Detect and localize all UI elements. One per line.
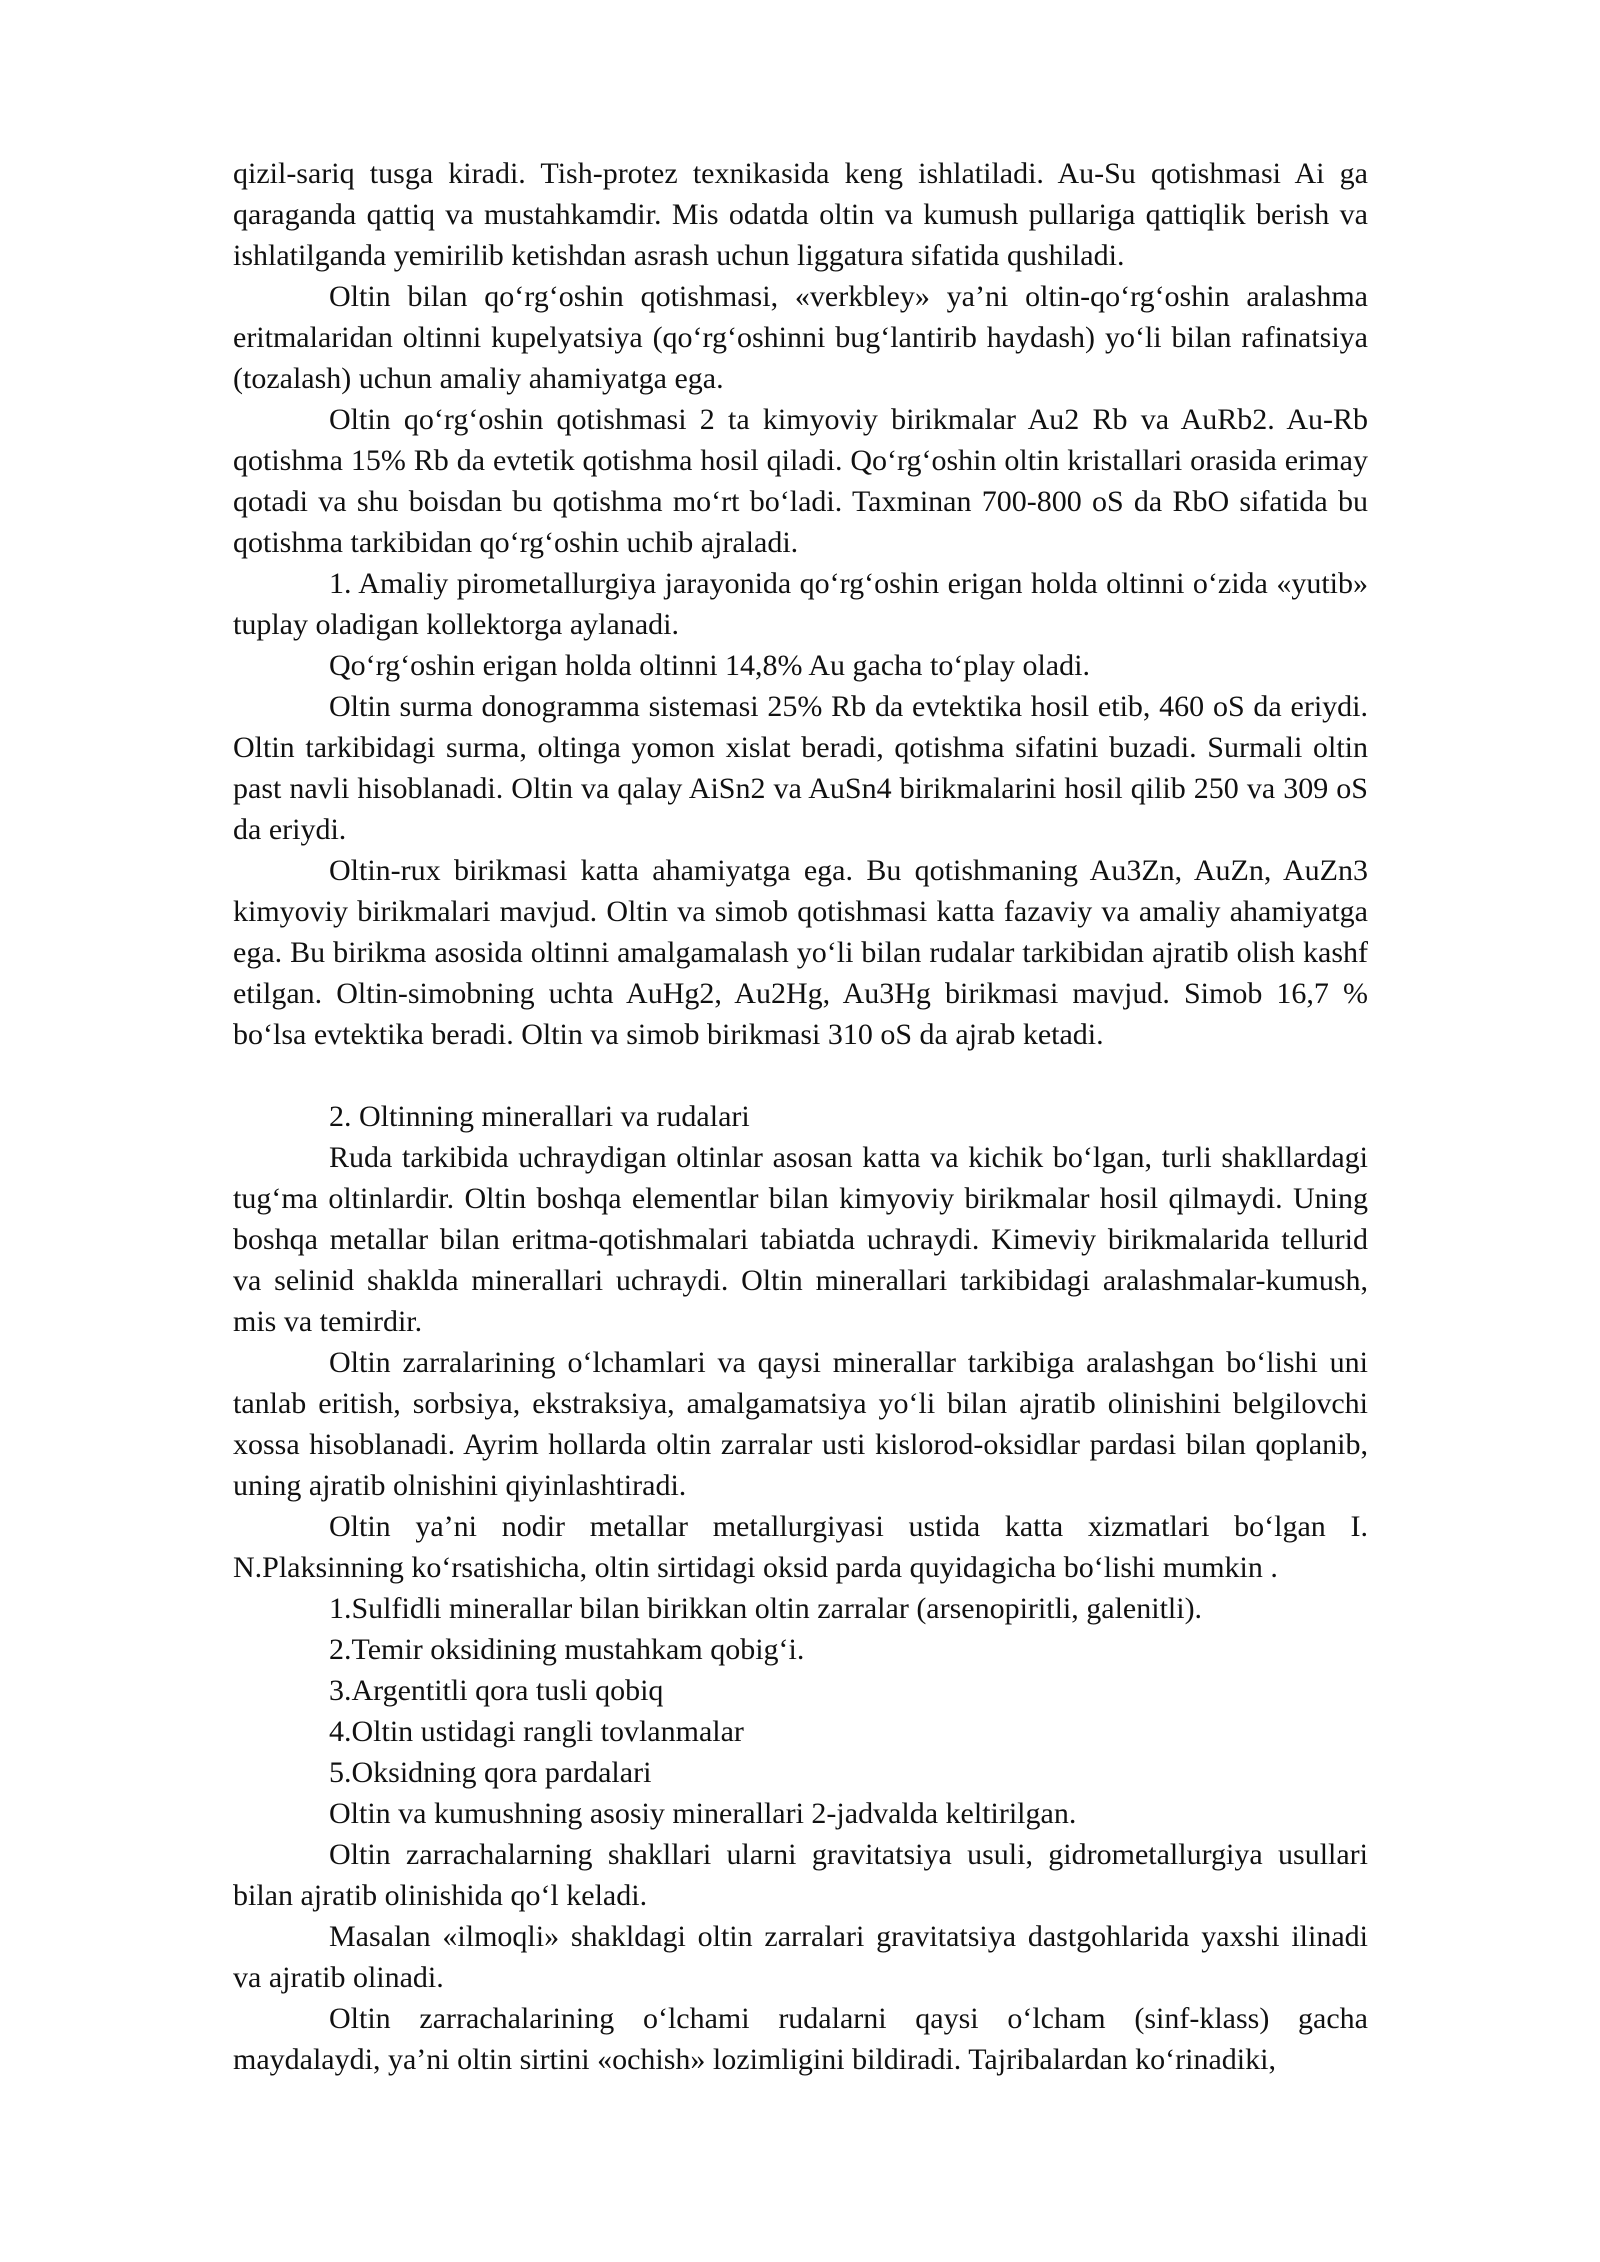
document-page bbox=[233, 153, 1368, 2080]
list-item: 5.Oksidning qora pardalari bbox=[329, 1756, 652, 1789]
list-item: 4.Oltin ustidagi rangli tovlanmalar bbox=[329, 1715, 744, 1748]
paragraph: Oltin zarrachalarining o‘lchami rudalarni qaysi o‘lcham (sinf-klass) gacha maydalaydi, ya’ni oltin sirtini «ochish» lozimligini bildiradi. Tajribalardan ko‘rinadiki, bbox=[233, 2002, 1368, 2076]
paragraph: Oltin ya’ni nodir metallar metallurgiyasi ustida katta xizmatlari bo‘lgan I. N.Plaksinning ko‘rsatishicha, oltin sirtidagi oksid parda quyidagicha bo‘lishi mumkin . bbox=[233, 1510, 1368, 1584]
paragraph: 1. Amaliy pirometallurgiya jarayonida qo‘rg‘oshin erigan holda oltinni o‘zida «yutib» tuplay oladigan kollektorga aylanadi. bbox=[233, 567, 1368, 641]
paragraph: Oltin zarralarining o‘lchamlari va qaysi minerallar tarkibiga aralashgan bo‘lishi uni tanlab eritish, sorbsiya, ekstraksiya, amalgamatsiya yo‘li bilan ajratib olinishini belgilovchi xossa hisoblanadi. Ayrim hollarda oltin zarralar usti kislorod-oksidlar pardasi bilan qoplanib, uning ajratib olnishini qiyinlashtiradi. bbox=[233, 1346, 1368, 1502]
blank-line bbox=[233, 1055, 1368, 1096]
paragraph: Masalan «ilmoqli» shakldagi oltin zarralari gravitatsiya dastgohlarida yaxshi ilinadi va ajratib olinadi. bbox=[233, 1920, 1368, 1994]
paragraph: Oltin bilan qo‘rg‘oshin qotishmasi, «verkbley» ya’ni oltin-qo‘rg‘oshin aralashma eritmalaridan oltinni kupelyatsiya (qo‘rg‘oshinni bug‘lantirib haydash) yo‘li bilan rafinatsiya (tozalash) uchun amaliy ahamiyatga ega. bbox=[233, 280, 1368, 395]
list-item: 3.Argentitli qora tusli qobiq bbox=[329, 1674, 664, 1707]
list-item: 1.Sulfidli minerallar bilan birikkan oltin zarralar (arsenopiritli, galenitli). bbox=[329, 1592, 1203, 1625]
paragraph: Oltin surma donogramma sistemasi 25% Rb da evtektika hosil etib, 460 oS da eriydi. Oltin tarkibidagi surma, oltinga yomon xislat beradi, qotishma sifatini buzadi. Surmali oltin past navli hisoblanadi. Oltin va qalay AiSn2 va AuSn4 birikmalarini hosil qilib 250 va 309 oS da eriydi. bbox=[233, 690, 1368, 846]
section-heading: 2. Oltinning minerallari va rudalari bbox=[329, 1100, 750, 1133]
paragraph: qizil-sariq tusga kiradi. Tish-protez texnikasida keng ishlatiladi. Au-Su qotishmasi Ai ga qaraganda qattiq va mustahkamdir. Mis odatda oltin va kumush pullariga qattiqlik berish va ishlatilganda yemirilib ketishdan asrash uchun liggatura sifatida qushiladi. bbox=[233, 157, 1368, 272]
paragraph: Oltin va kumushning asosiy minerallari 2-jadvalda keltirilgan. bbox=[329, 1797, 1077, 1830]
paragraph: Ruda tarkibida uchraydigan oltinlar asosan katta va kichik bo‘lgan, turli shakllardagi tug‘ma oltinlardir. Oltin boshqa elementlar bilan kimyoviy birikmalar hosil qilmaydi. Uning boshqa metallar bilan eritma-qotishmalari tabiatda uchraydi. Kimeviy birikmalarida tellurid va selinid shaklda minerallari uchraydi. Oltin minerallari tarkibidagi aralashmalar-kumush, mis va temirdir. bbox=[233, 1141, 1368, 1338]
paragraph: Oltin qo‘rg‘oshin qotishmasi 2 ta kimyoviy birikmalar Au2 Rb va AuRb2. Au-Rb qotishma 15% Rb da evtetik qotishma hosil qiladi. Qo‘rg‘oshin oltin kristallari orasida erimay qotadi va shu boisdan bu qotishma mo‘rt bo‘ladi. Taxminan 700-800 oS da RbO sifatida bu qotishma tarkibidan qo‘rg‘oshin uchib ajraladi. bbox=[233, 403, 1368, 559]
list-item: 2.Temir oksidining mustahkam qobig‘i. bbox=[329, 1633, 805, 1666]
paragraph: Oltin zarrachalarning shakllari ularni gravitatsiya usuli, gidrometallurgiya usullari bilan ajratib olinishida qo‘l keladi. bbox=[233, 1838, 1368, 1912]
paragraph: Oltin-rux birikmasi katta ahamiyatga ega. Bu qotishmaning Au3Zn, AuZn, AuZn3 kimyoviy birikmalari mavjud. Oltin va simob qotishmasi katta fazaviy va amaliy ahamiyatga ega. Bu birikma asosida oltinni amalgamalash yo‘li bilan rudalar tarkibidan ajratib olish kashf etilgan. Oltin-simobning uchta AuHg2, Au2Hg, Au3Hg birikmasi mavjud. Simob 16,7 % bo‘lsa evtektika beradi. Oltin va simob birikmasi 310 oS da ajrab ketadi. bbox=[233, 854, 1368, 1051]
paragraph: Qo‘rg‘oshin erigan holda oltinni 14,8% Au gacha to‘play oladi. bbox=[329, 649, 1090, 682]
